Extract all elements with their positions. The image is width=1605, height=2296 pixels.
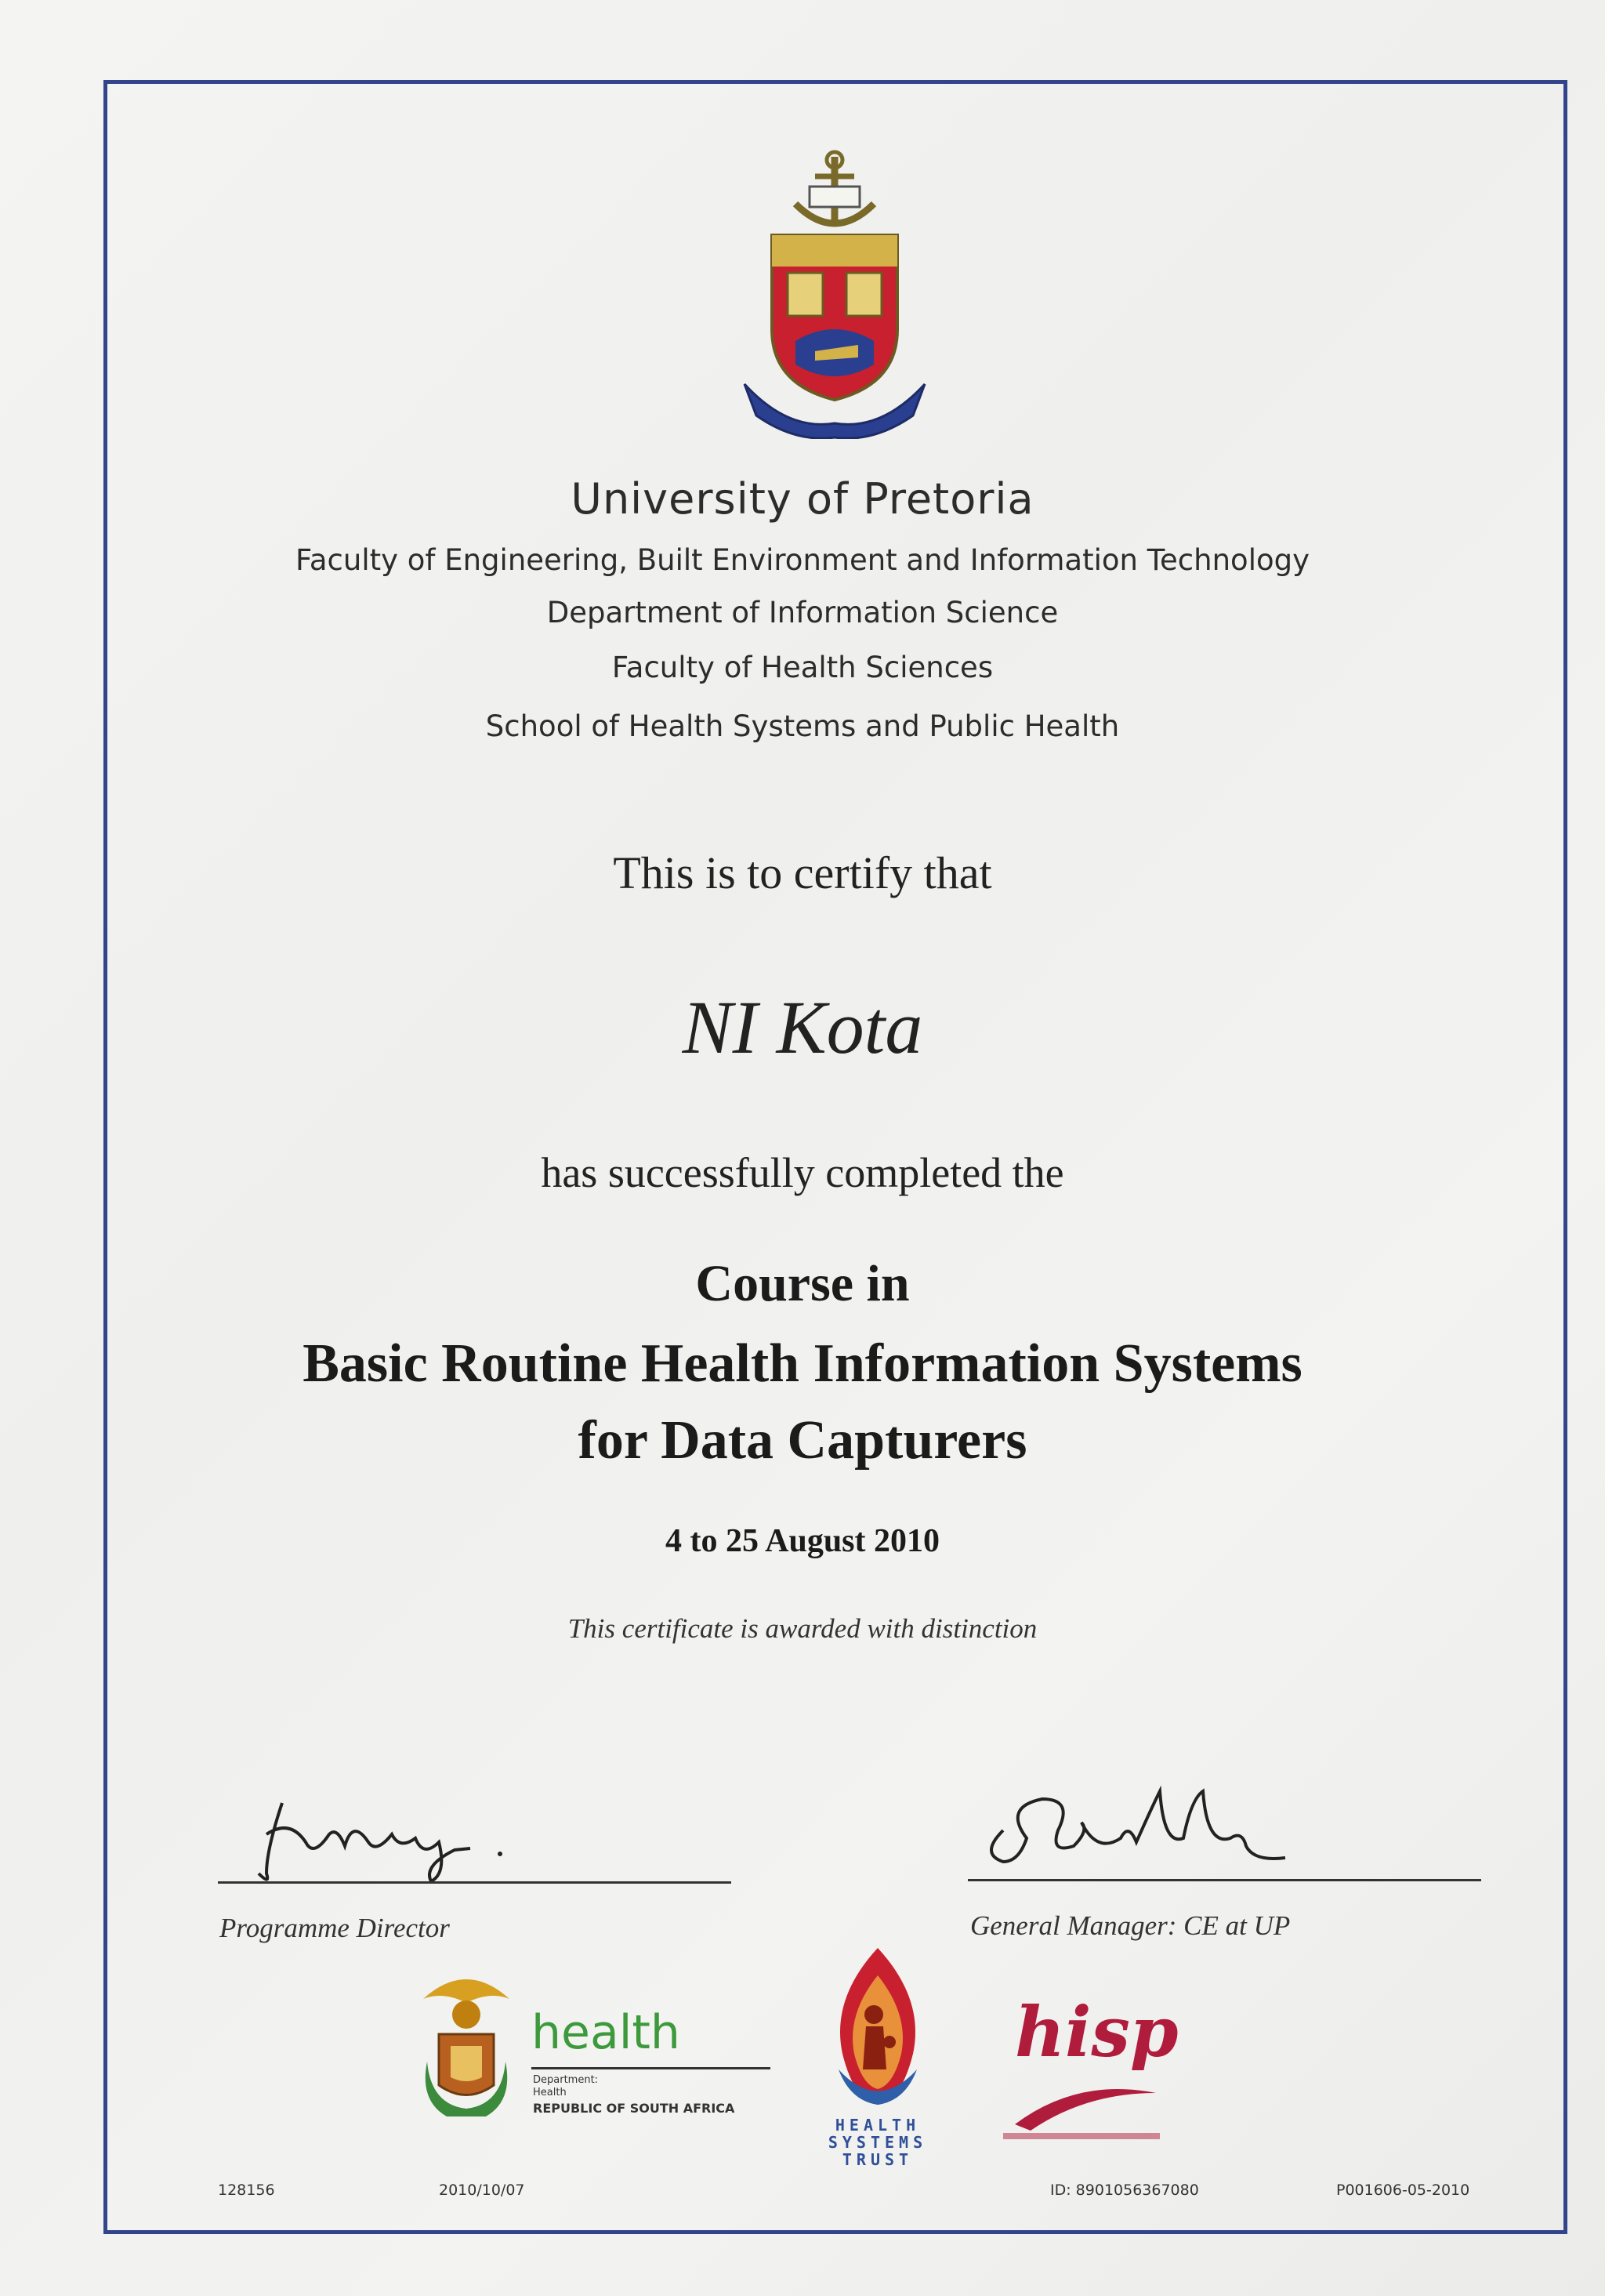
hisp-tagline-icon: [1003, 2133, 1160, 2139]
school-line: School of Health Systems and Public Health: [485, 709, 1120, 743]
general-manager-signature: [972, 1776, 1301, 1877]
course-line-1: Course in: [695, 1255, 910, 1312]
university-crest-icon: [741, 149, 929, 439]
health-dept-name: Health: [533, 2087, 567, 2098]
department-line: Department of Information Science: [546, 596, 1059, 629]
course-line-3: for Data Capturers: [578, 1410, 1027, 1471]
coat-of-arms-icon: [415, 1968, 517, 2132]
distinction-note: This certificate is awarded with distinction: [567, 1613, 1038, 1644]
completed-text: has successfully completed the: [541, 1149, 1064, 1196]
hisp-logo-text: hisp: [1015, 1991, 1179, 2073]
hst-text-3: TRUST: [842, 2150, 914, 2169]
right-signature-line: [968, 1879, 1481, 1881]
footer-id: ID: 8901056367080: [1050, 2182, 1199, 2199]
footer-reference: P001606-05-2010: [1336, 2182, 1470, 2199]
hst-text-2: SYSTEMS: [828, 2133, 928, 2152]
footer-date: 2010/10/07: [439, 2182, 525, 2199]
footer-number: 128156: [218, 2182, 275, 2199]
left-signature-label: Programme Director: [219, 1913, 450, 1943]
programme-director-signature: [235, 1787, 517, 1889]
right-signature-label: General Manager: CE at UP: [970, 1910, 1291, 1941]
hisp-swoosh-icon: [1007, 2069, 1164, 2132]
hst-text-1: HEALTH: [835, 2116, 921, 2135]
health-dept-label: Department:: [533, 2074, 599, 2086]
course-line-2: Basic Routine Health Information Systems: [303, 1333, 1302, 1394]
left-signature-line: [218, 1881, 731, 1884]
university-name: University of Pretoria: [571, 474, 1034, 524]
certify-text: This is to certify that: [613, 847, 992, 898]
faculty-line-1: Faculty of Engineering, Built Environment and Information Technology: [295, 543, 1310, 577]
health-logo-text: health: [531, 2005, 680, 2060]
health-logo-divider: [531, 2067, 770, 2069]
course-dates: 4 to 25 August 2010: [665, 1523, 940, 1559]
health-systems-trust-icon: [827, 1944, 929, 2109]
faculty-line-2: Faculty of Health Sciences: [611, 651, 994, 684]
health-country: REPUBLIC OF SOUTH AFRICA: [533, 2101, 735, 2116]
recipient-name: NI Kota: [682, 985, 923, 1069]
